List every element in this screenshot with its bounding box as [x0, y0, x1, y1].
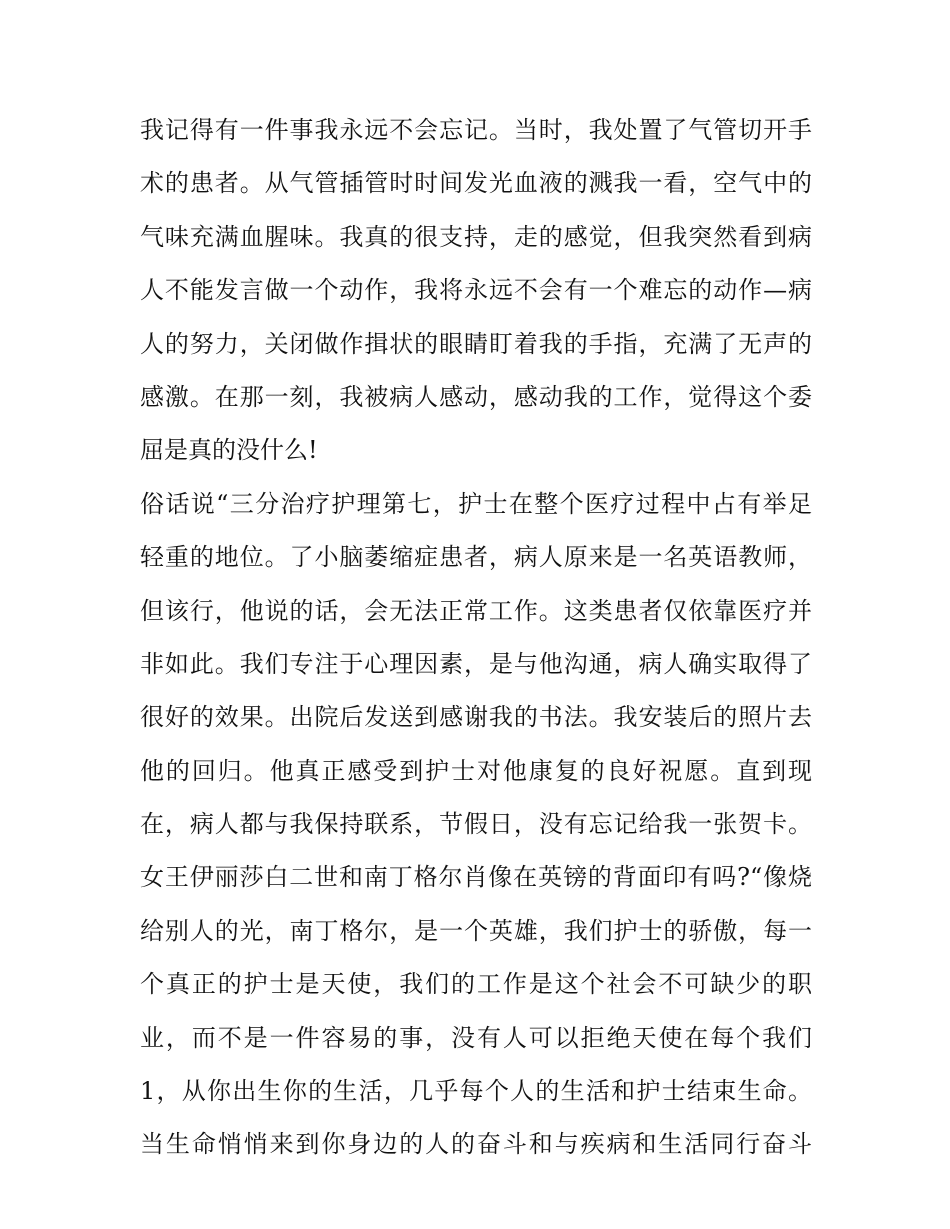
text-line: 业，而不是一件容易的事，没有人可以拒绝天使在每个我们	[140, 1023, 812, 1052]
text-line: 人的努力，关闭做作揖状的眼睛盯着我的手指，充满了无声的	[140, 329, 812, 358]
text-line: 轻重的地位。了小脑萎缩症患者，病人原来是一名英语教师，	[140, 543, 812, 572]
text-line: 人不能发言做一个动作，我将永远不会有一个难忘的动作—病	[140, 276, 812, 305]
text-line: 1，从你出生你的生活，几乎每个人的生活和护士结束生命。	[140, 1077, 812, 1106]
text-line: 当生命悄悄来到你身边的人的奋斗和与疾病和生活同行奋斗	[140, 1130, 812, 1159]
text-line: 术的患者。从气管插管时时间发光血液的溅我一看，空气中的	[140, 169, 812, 198]
text-line: 他的回归。他真正感受到护士对他康复的良好祝愿。直到现	[140, 756, 812, 785]
text-line: 俗话说“三分治疗护理第七，护士在整个医疗过程中占有举足	[140, 489, 812, 518]
text-line: 气味充满血腥味。我真的很支持，走的感觉，但我突然看到病	[140, 222, 812, 251]
paragraph-1	[140, 104, 812, 478]
text-line: 我记得有一件事我永远不会忘记。当时，我处置了气管切开手	[140, 116, 812, 144]
text-line: 个真正的护士是天使，我们的工作是这个社会不可缺少的职	[140, 970, 812, 999]
text-line: 非如此。我们专注于心理因素，是与他沟通，病人确实取得了	[140, 649, 812, 678]
text-line: 但该行，他说的话，会无法正常工作。这类患者仅依靠医疗并	[140, 596, 812, 625]
document-body	[140, 104, 812, 1172]
paragraph-2	[140, 478, 812, 1172]
text-line: 屈是真的没什么!	[140, 436, 318, 465]
text-line: 女王伊丽莎白二世和南丁格尔肖像在英镑的背面印有吗?“像烧	[140, 863, 812, 892]
text-line: 在，病人都与我保持联系，节假日，没有忘记给我一张贺卡。	[140, 810, 812, 839]
text-line: 很好的效果。出院后发送到感谢我的书法。我安装后的照片去	[140, 703, 812, 732]
text-line: 给别人的光，南丁格尔，是一个英雄，我们护士的骄傲，每一	[140, 916, 812, 945]
text-line: 感激。在那一刻，我被病人感动，感动我的工作，觉得这个委	[140, 382, 812, 411]
